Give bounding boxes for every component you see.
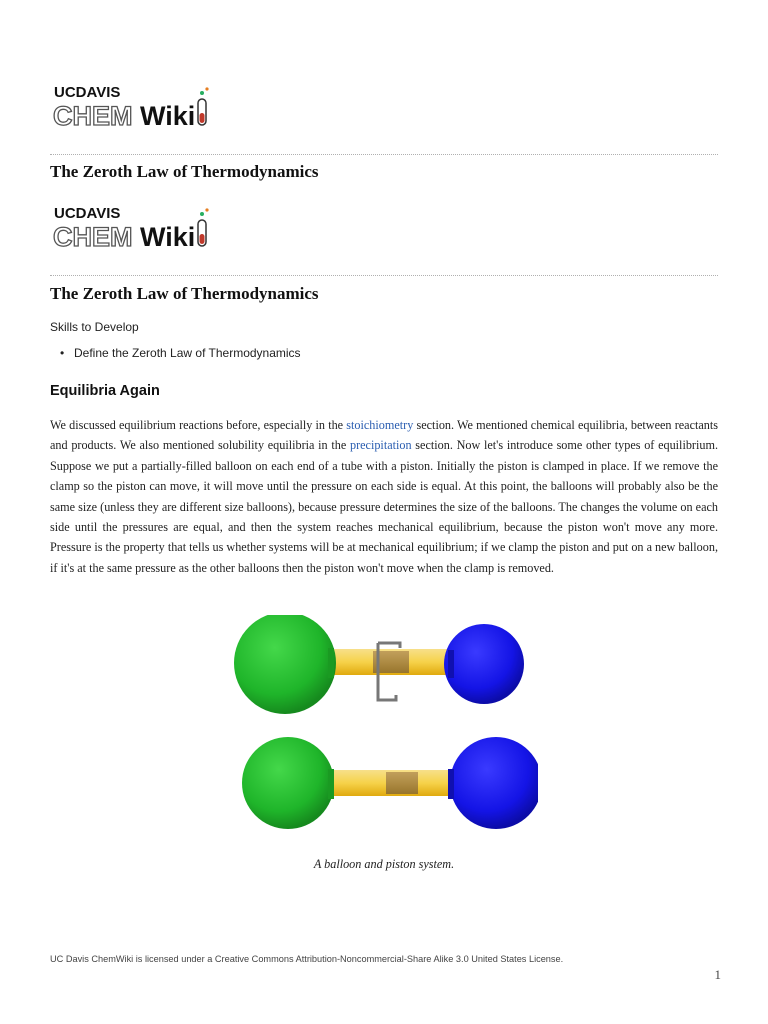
right-balloon-neck [448, 769, 454, 799]
page-title: The Zeroth Law of Thermodynamics [50, 284, 319, 303]
left-balloon-neck [328, 769, 334, 799]
ucdavis-chemwiki-logo [52, 83, 212, 129]
skills-list-item: • Define the Zeroth Law of Thermodynamics [60, 346, 301, 360]
body-paragraph [50, 415, 718, 578]
logo-chem-text: CHEM [53, 101, 133, 129]
right-balloon [450, 737, 538, 829]
logo-wiki-text: Wiki [140, 101, 196, 129]
section-heading: Equilibria Again [50, 383, 160, 399]
left-balloon-neck [328, 648, 334, 678]
precipitation-link[interactable]: precipitation [349, 438, 412, 453]
left-balloon [242, 737, 334, 829]
paragraph-text: section. Now let's introduce some other types of equilibrium. Suppose we put a partially-filled balloon on each end of a tube with a piston. Initially the piston is clamped in place. If we remove the clamp so the piston can move, it will move until the pressure on each side is equal. At this point, the balloons will probably also be the same size (unless they are different size balloons), because pressure determines the size of the balloons. The changes the volume on each side until the pressures are equal, and then the system reaches mechanical equilibrium, because the piston won't move any more. Pressure is the property that tells us whether systems will be at mechanical equilibrium; if we clamp the piston and put on a new balloon, if it's at the same pressure as the other balloons then the piston won't move when the clamp is removed. [50, 438, 718, 575]
left-balloon [234, 615, 336, 714]
piston [386, 772, 418, 794]
clamped-system [234, 615, 524, 714]
skills-label: Skills to Develop [50, 320, 139, 334]
logo-top-text: UCDAVIS [54, 84, 121, 101]
title-divider [50, 275, 718, 276]
ucdavis-chemwiki-logo [52, 204, 212, 250]
skills-list [60, 346, 301, 360]
equilibrium-system [242, 737, 538, 829]
figure-caption: A balloon and piston system. [313, 857, 455, 871]
header-divider [50, 154, 718, 155]
stoichiometry-link[interactable]: stoichiometry [346, 418, 414, 432]
right-balloon-neck [448, 650, 454, 678]
logo-chem-text: CHEM [53, 222, 133, 250]
right-balloon [444, 624, 524, 704]
balloon-piston-figure [228, 615, 538, 850]
license-footer: UC Davis ChemWiki is licensed under a Creative Commons Attribution-Noncommercial-Share Alike 3.0 United States License. [50, 954, 564, 964]
paragraph-text: We discussed equilibrium reactions before, especially in the [50, 418, 347, 432]
logo-top-text: UCDAVIS [54, 205, 121, 222]
logo-wiki-text: Wiki [140, 222, 196, 250]
page-number: 1 [714, 967, 721, 982]
paragraph-text: section. We mentioned chemical equilibria, between reactants and products. We also mentioned solubility equilibria in the [50, 418, 718, 453]
header-title: The Zeroth Law of Thermodynamics [50, 162, 319, 181]
